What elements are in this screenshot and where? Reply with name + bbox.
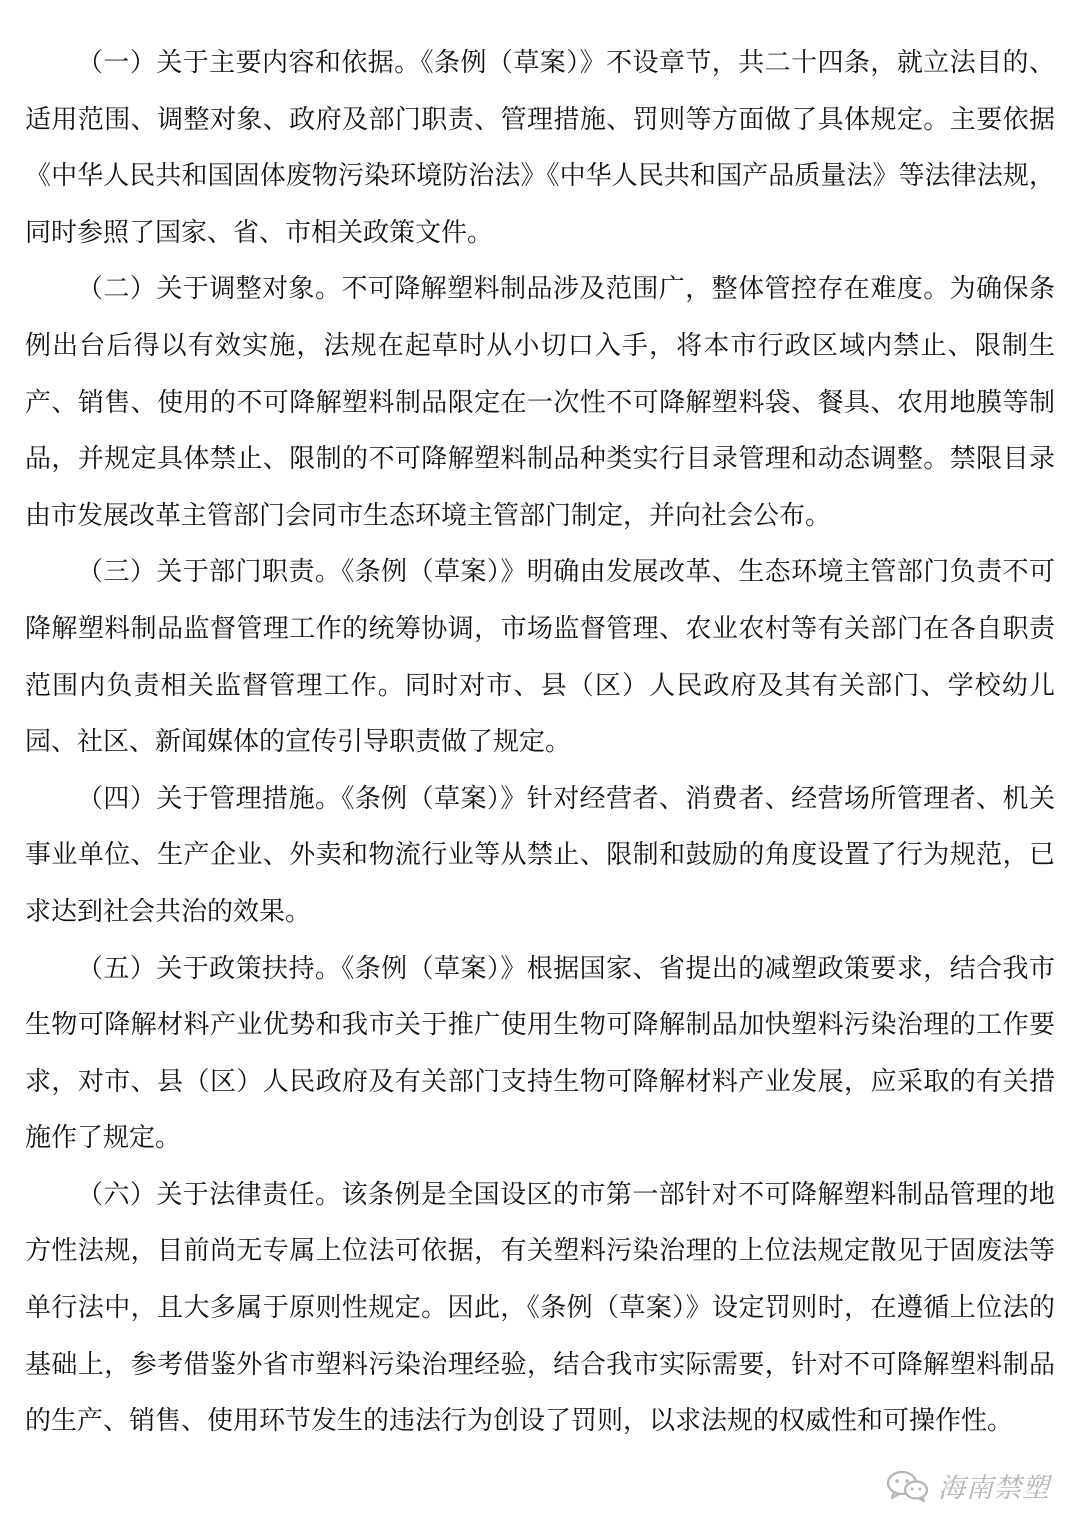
watermark-text: 海南禁塑	[938, 1473, 1050, 1504]
document-body	[25, 35, 1055, 1450]
paragraph-main-content: （一）关于主要内容和依据。《条例（草案）》不设章节，共二十四条，就立法目的、适用范围、调整对象、政府及部门职责、管理措施、罚则等方面做了具体规定。主要依据《中华人民共和国固体废物污染环境防治法》《中华人民共和国产品质量法》等法律法规，同时参照了国家、省、市相关政策文件。	[25, 48, 1055, 248]
watermark	[886, 1466, 1050, 1505]
paragraph-adjustment-object: （二）关于调整对象。不可降解塑料制品涉及范围广，整体管控存在难度。为确保条例出台后得以有效实施，法规在起草时从小切口入手，将本市行政区域内禁止、限制生产、销售、使用的不可降解塑料制品限定在一次性不可降解塑料袋、餐具、农用地膜等制品，并规定具体禁止、限制的不可降解塑料制品种类实行目录管理和动态调整。禁限目录由市发展改革主管部门会同市生态环境主管部门制定，并向社会公布。	[25, 274, 1055, 531]
paragraph-management-measures: （四）关于管理措施。《条例（草案）》针对经营者、消费者、经营场所管理者、机关事业单位、生产企业、外卖和物流行业等从禁止、限制和鼓励的角度设置了行为规范，已求达到社会共治的效果。	[25, 783, 1055, 927]
paragraph-department-duties: （三）关于部门职责。《条例（草案）》明确由发展改革、生态环境主管部门负责不可降解塑料制品监督管理工作的统筹协调，市场监督管理、农业农村等有关部门在各自职责范围内负责相关监督管理工作。同时对市、县（区）人民政府及其有关部门、学校幼儿园、社区、新闻媒体的宣传引导职责做了规定。	[25, 557, 1055, 758]
wechat-icon	[886, 1469, 930, 1503]
paragraph-legal-liability: （六）关于法律责任。该条例是全国设区的市第一部针对不可降解塑料制品管理的地方性法规，目前尚无专属上位法可依据，有关塑料污染治理的上位法规定散见于固废法等单行法中，且大多属于原则性规定。因此，《条例（草案）》设定罚则时，在遵循上位法的基础上，参考借鉴外省市塑料污染治理经验，结合我市实际需要，针对不可降解塑料制品的生产、销售、使用环节发生的违法行为创设了罚则，以求法规的权威性和可操作性。	[25, 1179, 1055, 1437]
paragraph-policy-support: （五）关于政策扶持。《条例（草案）》根据国家、省提出的减塑政策要求，结合我市生物可降解材料产业优势和我市关于推广使用生物可降解制品加快塑料污染治理的工作要求，对市、县（区）人民政府及有关部门支持生物可降解材料产业发展，应采取的有关措施作了规定。	[25, 953, 1055, 1154]
